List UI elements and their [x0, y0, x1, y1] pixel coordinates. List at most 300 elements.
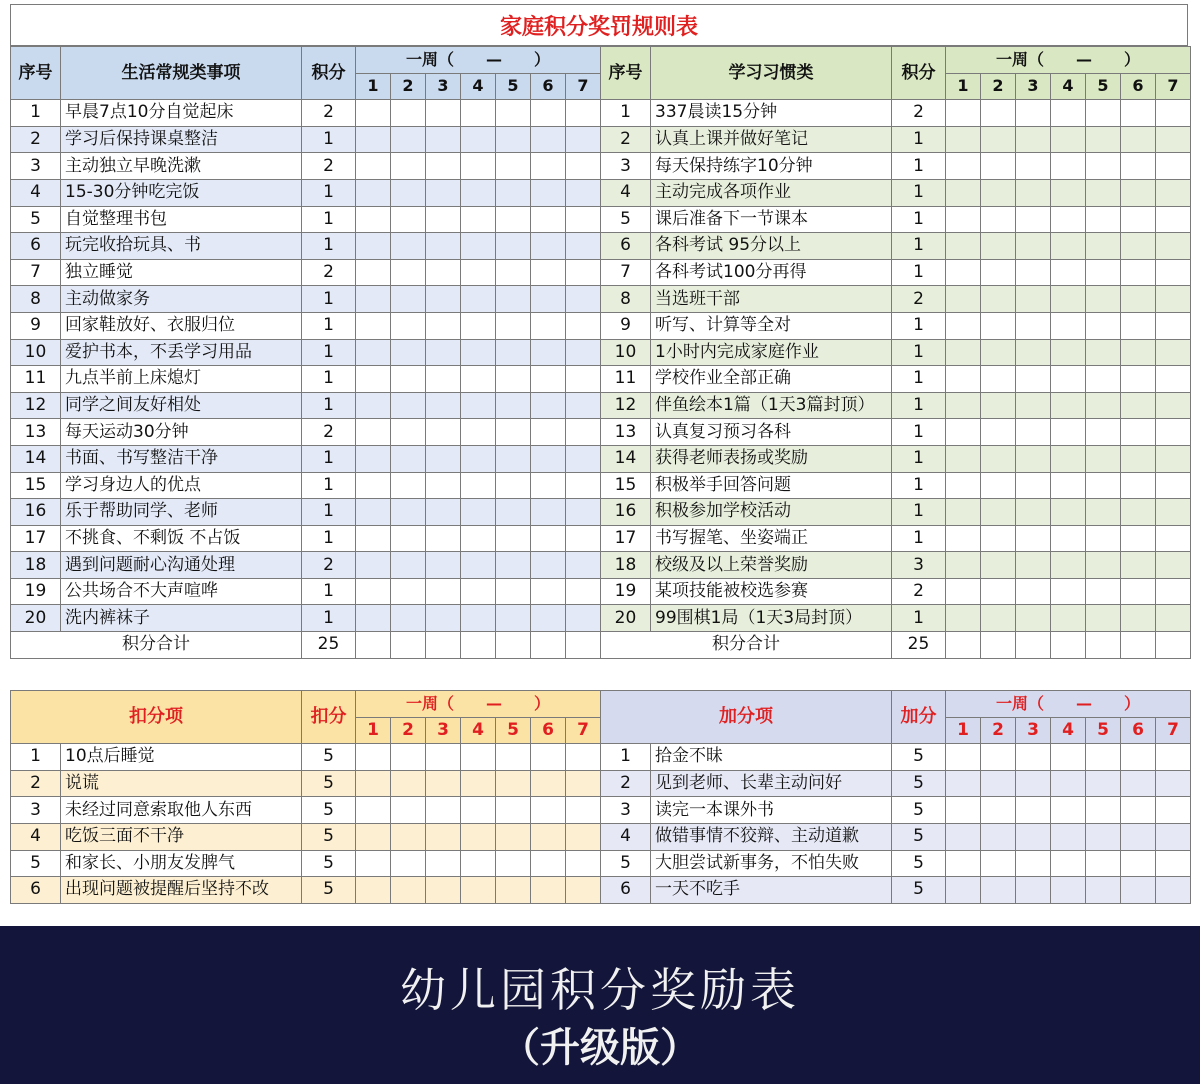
- study-day-cell[interactable]: [1016, 552, 1051, 579]
- study-day-cell[interactable]: [946, 259, 981, 286]
- life-day-cell[interactable]: [531, 100, 566, 127]
- life-total-day-cell[interactable]: [531, 632, 566, 659]
- study-day-cell[interactable]: [1016, 578, 1051, 605]
- life-total-day-cell[interactable]: [356, 632, 391, 659]
- study-day-cell[interactable]: [981, 233, 1016, 260]
- study-day-cell[interactable]: [946, 312, 981, 339]
- life-day-cell[interactable]: [391, 605, 426, 632]
- study-day-cell[interactable]: [1016, 499, 1051, 526]
- study-total-day-cell[interactable]: [981, 632, 1016, 659]
- bonus-day-cell[interactable]: [1156, 797, 1191, 824]
- study-day-cell[interactable]: [1121, 392, 1156, 419]
- study-day-cell[interactable]: [981, 259, 1016, 286]
- life-day-cell[interactable]: [461, 100, 496, 127]
- life-day-cell[interactable]: [531, 605, 566, 632]
- life-day-cell[interactable]: [531, 153, 566, 180]
- study-day-cell[interactable]: [1086, 206, 1121, 233]
- life-total-day-cell[interactable]: [391, 632, 426, 659]
- life-day-cell[interactable]: [426, 206, 461, 233]
- life-day-cell[interactable]: [496, 339, 531, 366]
- deduct-day-cell[interactable]: [356, 744, 391, 771]
- bonus-day-cell[interactable]: [1016, 770, 1051, 797]
- bonus-day-cell[interactable]: [1121, 850, 1156, 877]
- study-day-cell[interactable]: [1016, 233, 1051, 260]
- life-day-cell[interactable]: [461, 472, 496, 499]
- life-day-cell[interactable]: [496, 206, 531, 233]
- bonus-day-cell[interactable]: [1051, 823, 1086, 850]
- study-day-cell[interactable]: [1051, 286, 1086, 313]
- study-day-cell[interactable]: [946, 206, 981, 233]
- deduct-day-cell[interactable]: [426, 744, 461, 771]
- study-day-cell[interactable]: [1051, 339, 1086, 366]
- study-day-cell[interactable]: [1016, 100, 1051, 127]
- study-day-cell[interactable]: [1016, 419, 1051, 446]
- life-day-cell[interactable]: [531, 206, 566, 233]
- life-day-cell[interactable]: [426, 552, 461, 579]
- study-day-cell[interactable]: [1156, 259, 1191, 286]
- bonus-day-cell[interactable]: [981, 877, 1016, 904]
- life-day-cell[interactable]: [391, 366, 426, 393]
- deduct-day-cell[interactable]: [461, 823, 496, 850]
- deduct-day-cell[interactable]: [496, 823, 531, 850]
- study-day-cell[interactable]: [1156, 445, 1191, 472]
- life-total-day-cell[interactable]: [426, 632, 461, 659]
- life-day-cell[interactable]: [461, 445, 496, 472]
- study-total-day-cell[interactable]: [1051, 632, 1086, 659]
- life-day-cell[interactable]: [426, 100, 461, 127]
- life-day-cell[interactable]: [566, 472, 601, 499]
- life-day-cell[interactable]: [566, 259, 601, 286]
- study-day-cell[interactable]: [1016, 286, 1051, 313]
- life-day-cell[interactable]: [391, 419, 426, 446]
- life-day-cell[interactable]: [391, 339, 426, 366]
- study-day-cell[interactable]: [981, 339, 1016, 366]
- study-day-cell[interactable]: [1121, 499, 1156, 526]
- life-day-cell[interactable]: [426, 366, 461, 393]
- life-day-cell[interactable]: [391, 286, 426, 313]
- life-day-cell[interactable]: [496, 392, 531, 419]
- study-day-cell[interactable]: [981, 100, 1016, 127]
- study-day-cell[interactable]: [1086, 153, 1121, 180]
- study-day-cell[interactable]: [981, 366, 1016, 393]
- life-day-cell[interactable]: [496, 366, 531, 393]
- life-day-cell[interactable]: [426, 525, 461, 552]
- bonus-day-cell[interactable]: [1016, 877, 1051, 904]
- study-day-cell[interactable]: [1051, 605, 1086, 632]
- study-day-cell[interactable]: [1121, 605, 1156, 632]
- study-day-cell[interactable]: [1156, 552, 1191, 579]
- study-day-cell[interactable]: [1016, 392, 1051, 419]
- deduct-day-cell[interactable]: [356, 823, 391, 850]
- life-day-cell[interactable]: [461, 312, 496, 339]
- study-day-cell[interactable]: [981, 419, 1016, 446]
- life-day-cell[interactable]: [461, 233, 496, 260]
- life-day-cell[interactable]: [461, 179, 496, 206]
- deduct-day-cell[interactable]: [531, 744, 566, 771]
- study-day-cell[interactable]: [946, 419, 981, 446]
- study-day-cell[interactable]: [946, 445, 981, 472]
- life-day-cell[interactable]: [531, 578, 566, 605]
- life-day-cell[interactable]: [356, 525, 391, 552]
- study-day-cell[interactable]: [1016, 259, 1051, 286]
- life-day-cell[interactable]: [426, 126, 461, 153]
- life-day-cell[interactable]: [391, 552, 426, 579]
- life-day-cell[interactable]: [531, 126, 566, 153]
- life-day-cell[interactable]: [566, 552, 601, 579]
- study-day-cell[interactable]: [1016, 445, 1051, 472]
- life-day-cell[interactable]: [391, 233, 426, 260]
- study-day-cell[interactable]: [1086, 339, 1121, 366]
- deduct-day-cell[interactable]: [496, 877, 531, 904]
- deduct-day-cell[interactable]: [496, 850, 531, 877]
- life-day-cell[interactable]: [356, 126, 391, 153]
- study-day-cell[interactable]: [1121, 578, 1156, 605]
- study-day-cell[interactable]: [1051, 126, 1086, 153]
- study-day-cell[interactable]: [1156, 286, 1191, 313]
- study-day-cell[interactable]: [1156, 392, 1191, 419]
- bonus-day-cell[interactable]: [946, 823, 981, 850]
- life-day-cell[interactable]: [391, 126, 426, 153]
- bonus-day-cell[interactable]: [1086, 823, 1121, 850]
- life-day-cell[interactable]: [566, 312, 601, 339]
- life-day-cell[interactable]: [496, 419, 531, 446]
- life-day-cell[interactable]: [356, 366, 391, 393]
- life-day-cell[interactable]: [461, 206, 496, 233]
- life-day-cell[interactable]: [531, 179, 566, 206]
- deduct-day-cell[interactable]: [496, 744, 531, 771]
- life-day-cell[interactable]: [391, 472, 426, 499]
- deduct-day-cell[interactable]: [391, 877, 426, 904]
- bonus-day-cell[interactable]: [1016, 744, 1051, 771]
- life-day-cell[interactable]: [531, 525, 566, 552]
- study-day-cell[interactable]: [1086, 259, 1121, 286]
- study-day-cell[interactable]: [946, 578, 981, 605]
- life-day-cell[interactable]: [426, 578, 461, 605]
- life-day-cell[interactable]: [496, 259, 531, 286]
- bonus-day-cell[interactable]: [1051, 744, 1086, 771]
- deduct-day-cell[interactable]: [356, 797, 391, 824]
- study-day-cell[interactable]: [1156, 499, 1191, 526]
- life-day-cell[interactable]: [461, 366, 496, 393]
- study-day-cell[interactable]: [1016, 525, 1051, 552]
- study-day-cell[interactable]: [1086, 605, 1121, 632]
- life-day-cell[interactable]: [356, 233, 391, 260]
- study-day-cell[interactable]: [1086, 445, 1121, 472]
- life-day-cell[interactable]: [566, 233, 601, 260]
- life-day-cell[interactable]: [461, 419, 496, 446]
- bonus-day-cell[interactable]: [1086, 770, 1121, 797]
- study-day-cell[interactable]: [946, 126, 981, 153]
- study-day-cell[interactable]: [1121, 286, 1156, 313]
- study-day-cell[interactable]: [1121, 100, 1156, 127]
- bonus-day-cell[interactable]: [946, 797, 981, 824]
- deduct-day-cell[interactable]: [496, 770, 531, 797]
- study-day-cell[interactable]: [1121, 312, 1156, 339]
- bonus-day-cell[interactable]: [1121, 744, 1156, 771]
- study-day-cell[interactable]: [1051, 419, 1086, 446]
- bonus-day-cell[interactable]: [1156, 850, 1191, 877]
- study-day-cell[interactable]: [946, 153, 981, 180]
- bonus-day-cell[interactable]: [1051, 877, 1086, 904]
- study-day-cell[interactable]: [1086, 366, 1121, 393]
- life-day-cell[interactable]: [426, 179, 461, 206]
- study-day-cell[interactable]: [1016, 312, 1051, 339]
- study-day-cell[interactable]: [1121, 366, 1156, 393]
- deduct-day-cell[interactable]: [426, 850, 461, 877]
- study-day-cell[interactable]: [1051, 233, 1086, 260]
- study-day-cell[interactable]: [946, 392, 981, 419]
- study-total-day-cell[interactable]: [1156, 632, 1191, 659]
- life-total-day-cell[interactable]: [496, 632, 531, 659]
- study-day-cell[interactable]: [1156, 179, 1191, 206]
- life-day-cell[interactable]: [531, 392, 566, 419]
- study-day-cell[interactable]: [981, 179, 1016, 206]
- life-day-cell[interactable]: [531, 552, 566, 579]
- study-day-cell[interactable]: [1051, 525, 1086, 552]
- life-day-cell[interactable]: [356, 153, 391, 180]
- life-day-cell[interactable]: [356, 339, 391, 366]
- study-total-day-cell[interactable]: [1121, 632, 1156, 659]
- life-day-cell[interactable]: [531, 233, 566, 260]
- bonus-day-cell[interactable]: [981, 850, 1016, 877]
- study-day-cell[interactable]: [1086, 100, 1121, 127]
- life-day-cell[interactable]: [461, 525, 496, 552]
- study-day-cell[interactable]: [946, 366, 981, 393]
- study-day-cell[interactable]: [1016, 126, 1051, 153]
- study-day-cell[interactable]: [1121, 126, 1156, 153]
- life-day-cell[interactable]: [566, 126, 601, 153]
- life-day-cell[interactable]: [391, 499, 426, 526]
- deduct-day-cell[interactable]: [461, 770, 496, 797]
- life-day-cell[interactable]: [461, 552, 496, 579]
- deduct-day-cell[interactable]: [426, 823, 461, 850]
- study-day-cell[interactable]: [1156, 605, 1191, 632]
- life-day-cell[interactable]: [566, 366, 601, 393]
- study-day-cell[interactable]: [1051, 445, 1086, 472]
- study-day-cell[interactable]: [981, 578, 1016, 605]
- life-day-cell[interactable]: [566, 419, 601, 446]
- study-day-cell[interactable]: [1156, 233, 1191, 260]
- deduct-day-cell[interactable]: [426, 797, 461, 824]
- deduct-day-cell[interactable]: [391, 770, 426, 797]
- study-day-cell[interactable]: [1086, 578, 1121, 605]
- study-day-cell[interactable]: [946, 339, 981, 366]
- study-day-cell[interactable]: [1016, 153, 1051, 180]
- bonus-day-cell[interactable]: [981, 770, 1016, 797]
- bonus-day-cell[interactable]: [1121, 770, 1156, 797]
- life-day-cell[interactable]: [391, 100, 426, 127]
- life-day-cell[interactable]: [356, 499, 391, 526]
- deduct-day-cell[interactable]: [531, 850, 566, 877]
- life-total-day-cell[interactable]: [461, 632, 496, 659]
- bonus-day-cell[interactable]: [1051, 770, 1086, 797]
- bonus-day-cell[interactable]: [1016, 850, 1051, 877]
- study-day-cell[interactable]: [1051, 312, 1086, 339]
- study-day-cell[interactable]: [1086, 499, 1121, 526]
- life-day-cell[interactable]: [426, 605, 461, 632]
- study-day-cell[interactable]: [1156, 126, 1191, 153]
- bonus-day-cell[interactable]: [1156, 770, 1191, 797]
- bonus-day-cell[interactable]: [1016, 823, 1051, 850]
- study-day-cell[interactable]: [1051, 499, 1086, 526]
- life-day-cell[interactable]: [566, 206, 601, 233]
- life-day-cell[interactable]: [461, 153, 496, 180]
- deduct-day-cell[interactable]: [531, 823, 566, 850]
- life-day-cell[interactable]: [566, 100, 601, 127]
- study-day-cell[interactable]: [981, 552, 1016, 579]
- study-day-cell[interactable]: [981, 472, 1016, 499]
- study-day-cell[interactable]: [1051, 259, 1086, 286]
- deduct-day-cell[interactable]: [356, 850, 391, 877]
- deduct-day-cell[interactable]: [356, 877, 391, 904]
- bonus-day-cell[interactable]: [946, 877, 981, 904]
- life-day-cell[interactable]: [496, 605, 531, 632]
- study-day-cell[interactable]: [1051, 179, 1086, 206]
- life-day-cell[interactable]: [496, 312, 531, 339]
- study-day-cell[interactable]: [981, 525, 1016, 552]
- study-day-cell[interactable]: [946, 100, 981, 127]
- deduct-day-cell[interactable]: [566, 744, 601, 771]
- life-day-cell[interactable]: [356, 578, 391, 605]
- study-day-cell[interactable]: [1086, 552, 1121, 579]
- study-day-cell[interactable]: [1156, 206, 1191, 233]
- bonus-day-cell[interactable]: [1086, 877, 1121, 904]
- study-day-cell[interactable]: [946, 472, 981, 499]
- life-day-cell[interactable]: [531, 339, 566, 366]
- study-day-cell[interactable]: [1121, 445, 1156, 472]
- study-day-cell[interactable]: [1086, 286, 1121, 313]
- life-day-cell[interactable]: [531, 286, 566, 313]
- life-day-cell[interactable]: [391, 312, 426, 339]
- bonus-day-cell[interactable]: [1086, 850, 1121, 877]
- bonus-day-cell[interactable]: [1086, 797, 1121, 824]
- life-total-day-cell[interactable]: [566, 632, 601, 659]
- life-day-cell[interactable]: [356, 392, 391, 419]
- study-day-cell[interactable]: [946, 552, 981, 579]
- study-day-cell[interactable]: [946, 605, 981, 632]
- life-day-cell[interactable]: [566, 605, 601, 632]
- study-total-day-cell[interactable]: [1016, 632, 1051, 659]
- life-day-cell[interactable]: [496, 578, 531, 605]
- study-day-cell[interactable]: [981, 153, 1016, 180]
- deduct-day-cell[interactable]: [531, 797, 566, 824]
- life-day-cell[interactable]: [426, 153, 461, 180]
- life-day-cell[interactable]: [531, 312, 566, 339]
- life-day-cell[interactable]: [426, 445, 461, 472]
- bonus-day-cell[interactable]: [1121, 797, 1156, 824]
- study-day-cell[interactable]: [981, 312, 1016, 339]
- study-day-cell[interactable]: [1156, 419, 1191, 446]
- life-day-cell[interactable]: [531, 472, 566, 499]
- life-day-cell[interactable]: [461, 339, 496, 366]
- life-day-cell[interactable]: [426, 233, 461, 260]
- life-day-cell[interactable]: [566, 578, 601, 605]
- life-day-cell[interactable]: [356, 206, 391, 233]
- study-day-cell[interactable]: [1016, 339, 1051, 366]
- study-day-cell[interactable]: [1051, 552, 1086, 579]
- study-day-cell[interactable]: [1156, 312, 1191, 339]
- life-day-cell[interactable]: [356, 472, 391, 499]
- study-day-cell[interactable]: [1156, 339, 1191, 366]
- study-day-cell[interactable]: [1086, 419, 1121, 446]
- study-day-cell[interactable]: [1086, 126, 1121, 153]
- study-day-cell[interactable]: [1051, 472, 1086, 499]
- study-day-cell[interactable]: [981, 499, 1016, 526]
- life-day-cell[interactable]: [531, 259, 566, 286]
- life-day-cell[interactable]: [461, 126, 496, 153]
- study-day-cell[interactable]: [981, 445, 1016, 472]
- life-day-cell[interactable]: [391, 578, 426, 605]
- life-day-cell[interactable]: [531, 499, 566, 526]
- life-day-cell[interactable]: [356, 286, 391, 313]
- deduct-day-cell[interactable]: [566, 877, 601, 904]
- study-day-cell[interactable]: [1121, 153, 1156, 180]
- life-day-cell[interactable]: [496, 153, 531, 180]
- study-day-cell[interactable]: [1156, 366, 1191, 393]
- study-day-cell[interactable]: [1121, 233, 1156, 260]
- deduct-day-cell[interactable]: [566, 770, 601, 797]
- life-day-cell[interactable]: [461, 578, 496, 605]
- deduct-day-cell[interactable]: [496, 797, 531, 824]
- bonus-day-cell[interactable]: [981, 797, 1016, 824]
- study-day-cell[interactable]: [1156, 472, 1191, 499]
- study-day-cell[interactable]: [1086, 525, 1121, 552]
- study-day-cell[interactable]: [981, 392, 1016, 419]
- life-day-cell[interactable]: [461, 605, 496, 632]
- study-day-cell[interactable]: [1121, 339, 1156, 366]
- deduct-day-cell[interactable]: [566, 797, 601, 824]
- bonus-day-cell[interactable]: [1051, 797, 1086, 824]
- deduct-day-cell[interactable]: [461, 850, 496, 877]
- life-day-cell[interactable]: [496, 286, 531, 313]
- study-day-cell[interactable]: [981, 605, 1016, 632]
- study-day-cell[interactable]: [1086, 179, 1121, 206]
- study-day-cell[interactable]: [1051, 153, 1086, 180]
- study-day-cell[interactable]: [1121, 206, 1156, 233]
- study-day-cell[interactable]: [1121, 179, 1156, 206]
- deduct-day-cell[interactable]: [391, 823, 426, 850]
- bonus-day-cell[interactable]: [1121, 877, 1156, 904]
- deduct-day-cell[interactable]: [566, 850, 601, 877]
- bonus-day-cell[interactable]: [1156, 877, 1191, 904]
- life-day-cell[interactable]: [566, 339, 601, 366]
- life-day-cell[interactable]: [426, 286, 461, 313]
- life-day-cell[interactable]: [566, 179, 601, 206]
- bonus-day-cell[interactable]: [1051, 850, 1086, 877]
- life-day-cell[interactable]: [566, 153, 601, 180]
- life-day-cell[interactable]: [496, 233, 531, 260]
- deduct-day-cell[interactable]: [461, 797, 496, 824]
- life-day-cell[interactable]: [356, 605, 391, 632]
- life-day-cell[interactable]: [426, 472, 461, 499]
- life-day-cell[interactable]: [496, 499, 531, 526]
- deduct-day-cell[interactable]: [566, 823, 601, 850]
- life-day-cell[interactable]: [566, 286, 601, 313]
- study-day-cell[interactable]: [1121, 259, 1156, 286]
- life-day-cell[interactable]: [461, 259, 496, 286]
- life-day-cell[interactable]: [496, 472, 531, 499]
- study-day-cell[interactable]: [1051, 366, 1086, 393]
- bonus-day-cell[interactable]: [1016, 797, 1051, 824]
- life-day-cell[interactable]: [391, 259, 426, 286]
- deduct-day-cell[interactable]: [426, 770, 461, 797]
- bonus-day-cell[interactable]: [946, 770, 981, 797]
- study-day-cell[interactable]: [946, 179, 981, 206]
- study-day-cell[interactable]: [981, 206, 1016, 233]
- life-day-cell[interactable]: [356, 419, 391, 446]
- life-day-cell[interactable]: [496, 100, 531, 127]
- bonus-day-cell[interactable]: [1121, 823, 1156, 850]
